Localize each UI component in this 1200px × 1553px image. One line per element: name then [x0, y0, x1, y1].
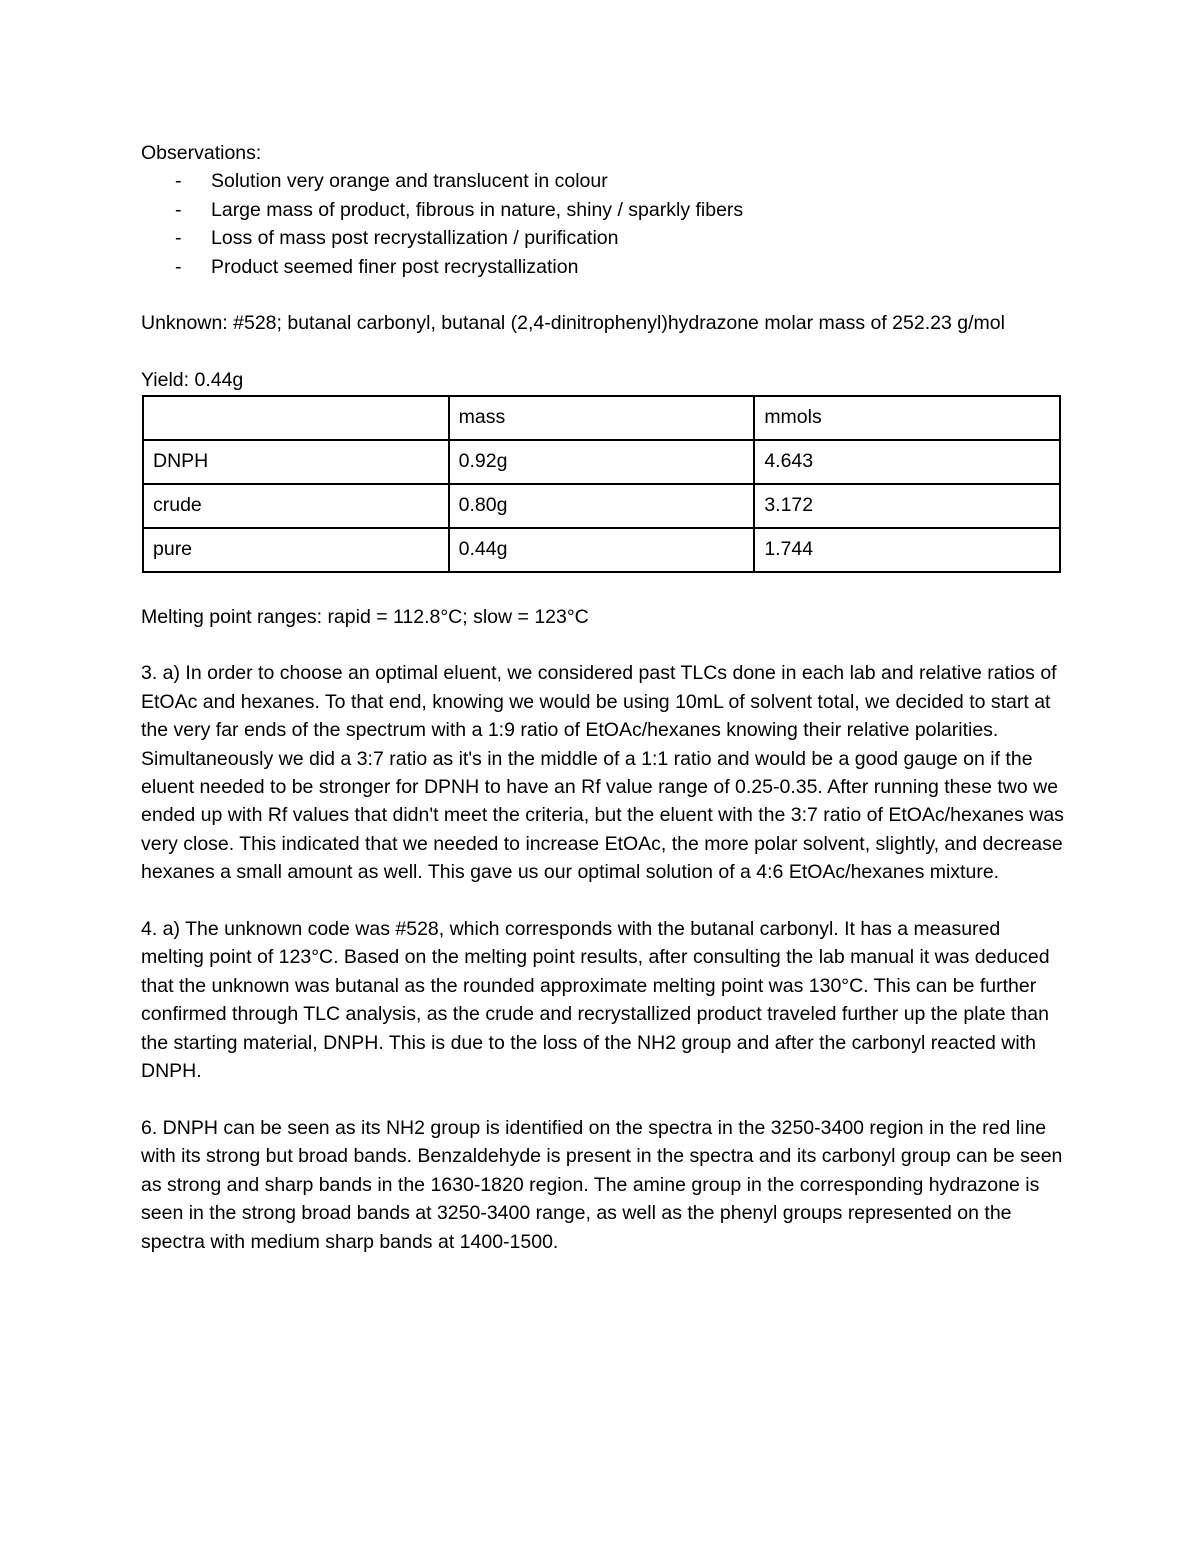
observations-list: [141, 167, 1066, 281]
table-row: [143, 440, 1060, 484]
list-item: [141, 196, 1066, 224]
table-cell: 0.80g: [449, 484, 755, 528]
table-cell: 3.172: [754, 484, 1060, 528]
list-item: [141, 224, 1066, 252]
table-cell: 4.643: [754, 440, 1060, 484]
results-table: [142, 395, 1061, 573]
observation-text: Large mass of product, fibrous in nature, shiny / sparkly fibers: [211, 198, 744, 221]
unknown-line: Unknown: #528; butanal carbonyl, butanal (2,4-dinitrophenyl)hydrazone molar mass of 252.23 g/mol: [141, 312, 1005, 335]
observations-heading: Observations:: [141, 142, 262, 164]
answer-3a-paragraph: 3. a) In order to choose an optimal eluent, we considered past TLCs done in each lab and relative ratios of EtOAc and hexanes. To that end, knowing we would be using 10mL of solvent total, we decided to start at the very far ends of the spectrum with a 1:9 ratio of EtOAc/hexanes knowing their relative polarities. Simultaneously we did a 3:7 ratio as it's in the middle of a 1:1 ratio and would be a good gauge on if the eluent needed to be stronger for DPNH to have an Rf value range of 0.25-0.35. After running these two we ended up with Rf values that didn't meet the criteria, but the eluent with the 3:7 ratio of EtOAc/hexanes was very close. This indicated that we needed to increase EtOAc, the more polar solvent, slightly, and decrease hexanes a small amount as well. This gave us our optimal solution of a 4:6 EtOAc/hexanes mixture.: [141, 662, 1064, 884]
table-header-cell: [143, 396, 449, 440]
melting-point-line: Melting point ranges: rapid = 112.8°C; slow = 123°C: [141, 605, 589, 628]
document-page: [141, 139, 1066, 1256]
list-item: [141, 253, 1066, 281]
spacer: [141, 338, 1066, 366]
table-header-cell: mass: [449, 396, 755, 440]
table-cell: 0.44g: [449, 528, 755, 572]
bullet-dash: -: [175, 227, 182, 250]
table-header-row: [143, 396, 1060, 440]
spacer: [141, 631, 1066, 659]
spacer: [141, 887, 1066, 915]
table-header-cell: mmols: [754, 396, 1060, 440]
observation-text: Solution very orange and translucent in colour: [211, 170, 608, 193]
bullet-dash: -: [175, 198, 182, 221]
observation-text: Product seemed finer post recrystallization: [211, 255, 579, 278]
table-cell: DNPH: [143, 440, 449, 484]
table-cell: 0.92g: [449, 440, 755, 484]
list-item: [141, 167, 1066, 195]
spacer: [141, 1086, 1066, 1114]
table-row: [143, 484, 1060, 528]
table-cell: 1.744: [754, 528, 1060, 572]
answer-6-paragraph: 6. DNPH can be seen as its NH2 group is identified on the spectra in the 3250-3400 region in the red line with its strong but broad bands. Benzaldehyde is present in the spectra and its carbonyl group can be seen as strong and sharp bands in the 1630-1820 region. The amine group in the corresponding hydrazone is seen in the strong broad bands at 3250-3400 range, as well as the phenyl groups represented on the spectra with medium sharp bands at 1400-1500.: [141, 1116, 1063, 1253]
table-cell: pure: [143, 528, 449, 572]
table-cell: crude: [143, 484, 449, 528]
answer-4a-paragraph: 4. a) The unknown code was #528, which corresponds with the butanal carbonyl. It has a measured melting point of 123°C. Based on the melting point results, after consulting the lab manual it was deduced that the unknown was butanal as the rounded approximate melting point was 130°C. This can be further confirmed through TLC analysis, as the crude and recrystallized product traveled further up the plate than the starting material, DNPH. This is due to the loss of the NH2 group and after the carbonyl reacted with DNPH.: [141, 918, 1050, 1083]
yield-line: Yield: 0.44g: [141, 369, 244, 392]
bullet-dash: -: [175, 255, 182, 278]
spacer: [141, 281, 1066, 309]
observation-text: Loss of mass post recrystallization / purification: [211, 227, 619, 250]
bullet-dash: -: [175, 170, 182, 193]
table-row: [143, 528, 1060, 572]
